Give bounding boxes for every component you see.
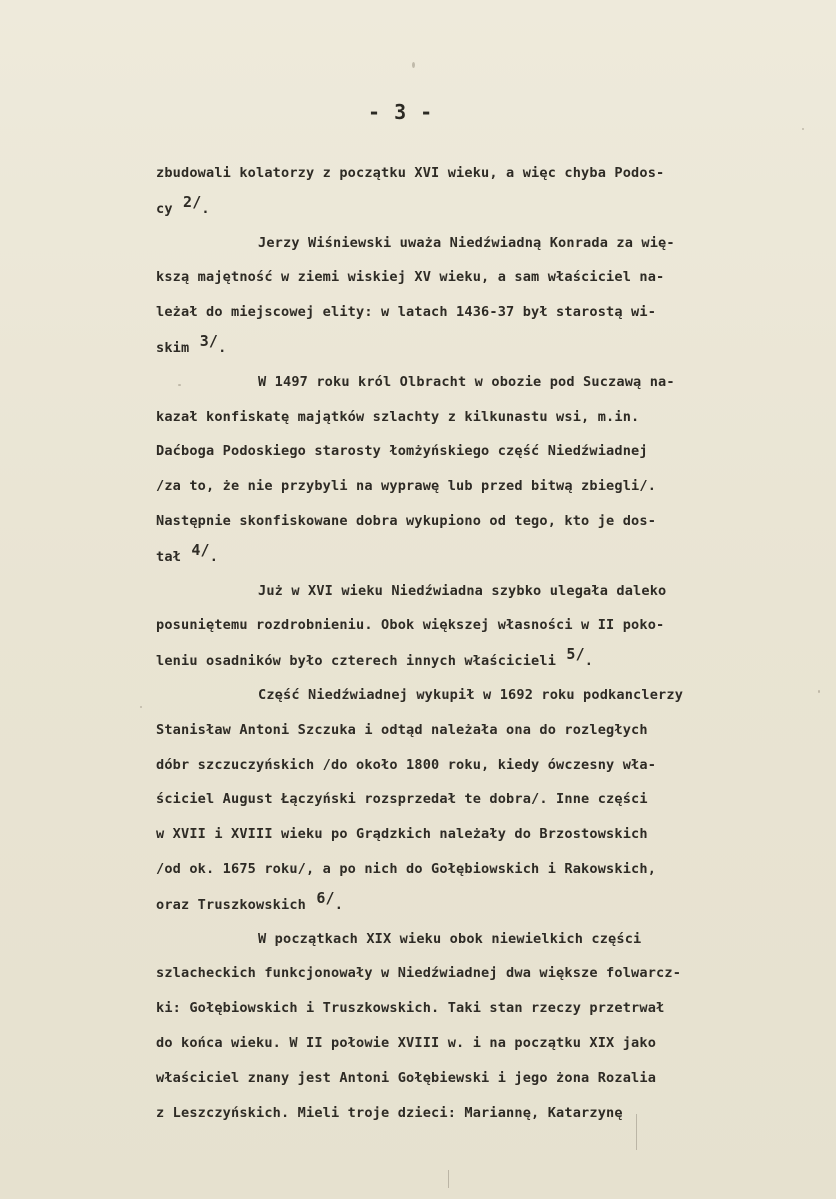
text-line [156, 1026, 790, 1061]
line-text: oraz Truszkowskich [156, 896, 307, 913]
text-line [156, 608, 790, 643]
line-text: Następnie skonfiskowane dobra wykupiono od tego, kto je dos- [156, 512, 657, 529]
text-line [156, 852, 790, 887]
line-text: kszą majętność w ziemi wiskiej XV wieku, a sam właściciel na- [156, 269, 665, 286]
body-text [156, 156, 790, 1130]
scan-speck [178, 384, 181, 386]
text-line [156, 260, 790, 295]
text-line [156, 1061, 790, 1096]
line-text: W 1497 roku król Olbracht w obozie pod Suczawą na- [258, 373, 675, 390]
line-text: ściciel August Łączyński rozsprzedał te dobra/. Inne części [156, 791, 648, 808]
line-text: kazał konfiskatę majątków szlachty z kilkunastu wsi, m.in. [156, 408, 640, 425]
footnote-punctuation: . [218, 339, 227, 356]
line-text: /za to, że nie przybyli na wyprawę lub przed bitwą zbiegli/. [156, 478, 657, 495]
scan-speck [140, 706, 142, 708]
line-text: Już w XVI wieku Niedźwiadna szybko ulegała daleko [258, 582, 667, 599]
text-line [156, 574, 790, 609]
line-text: dóbr szczuczyńskich /do około 1800 roku, kiedy ówczesny wła- [156, 756, 657, 773]
line-text: w XVII i XVIII wieku po Grądzkich należały do Brzostowskich [156, 826, 648, 843]
line-text: zbudowali kolatorzy z początku XVI wieku, a więc chyba Podos- [156, 165, 665, 181]
scan-speck [818, 690, 820, 693]
text-line [156, 678, 790, 713]
line-text: szlacheckich funkcjonowały w Niedźwiadnej dwa większe folwarcz- [156, 965, 682, 982]
page-number: - 3 - [368, 100, 434, 124]
footnote-punctuation: . [584, 653, 594, 670]
text-line [156, 748, 790, 783]
scan-mark [448, 1170, 449, 1188]
footnote-punctuation: . [201, 200, 210, 217]
footnote-reference: 6/ [316, 888, 335, 907]
text-line [156, 330, 790, 365]
text-line [156, 713, 790, 748]
text-line [156, 191, 790, 226]
text-line [156, 539, 790, 574]
footnote-reference: 2/ [183, 192, 202, 211]
text-line [156, 922, 790, 957]
footnote-reference: 5/ [566, 645, 585, 664]
line-text: Jerzy Wiśniewski uważa Niedźwiadną Konrada za wię- [258, 234, 675, 251]
text-line [156, 991, 790, 1026]
text-line [156, 643, 790, 678]
footnote-reference: 3/ [199, 331, 219, 350]
text-line [156, 782, 790, 817]
text-line [156, 156, 790, 191]
footnote-punctuation: . [209, 548, 219, 565]
scan-speck [412, 62, 415, 68]
line-text: ki: Gołębiowskich i Truszkowskich. Taki stan rzeczy przetrwał [156, 1000, 665, 1017]
line-text: Daćboga Podoskiego starosty łomżyńskiego część Niedźwiadnej [156, 443, 648, 460]
line-text: /od ok. 1675 roku/, a po nich do Gołębiowskich i Rakowskich, [156, 860, 657, 877]
text-line [156, 469, 790, 504]
text-line [156, 504, 790, 539]
line-text: skim [156, 339, 190, 356]
footnote-punctuation: . [334, 896, 344, 913]
text-line [156, 956, 790, 991]
scan-speck [802, 128, 804, 130]
line-text: W początkach XIX wieku obok niewielkich części [258, 930, 642, 947]
line-text: z Leszczyńskich. Mieli troje dzieci: Mariannę, Katarzynę [156, 1104, 623, 1121]
text-line [156, 226, 790, 261]
footnote-reference: 4/ [191, 540, 210, 559]
line-text: cy [156, 200, 173, 217]
text-line [156, 434, 790, 469]
text-line [156, 887, 790, 922]
text-line [156, 1096, 790, 1131]
line-text: tał [156, 548, 182, 565]
text-line [156, 365, 790, 400]
line-text: do końca wieku. W II połowie XVIII w. i na początku XIX jako [156, 1034, 657, 1051]
line-text: Część Niedźwiadnej wykupił w 1692 roku podkanclerzy [258, 686, 684, 703]
scan-mark [636, 1114, 637, 1150]
line-text: posuniętemu rozdrobnieniu. Obok większej własności w II poko- [156, 617, 665, 634]
text-line [156, 817, 790, 852]
text-line [156, 400, 790, 435]
line-text: leżał do miejscowej elity: w latach 1436-37 był starostą wi- [156, 304, 657, 321]
line-text: leniu osadników było czterech innych właścicieli [156, 653, 557, 670]
line-text: Stanisław Antoni Szczuka i odtąd należała ona do rozległych [156, 721, 648, 738]
line-text: właściciel znany jest Antoni Gołębiewski i jego żona Rozalia [156, 1069, 657, 1086]
text-line [156, 295, 790, 330]
